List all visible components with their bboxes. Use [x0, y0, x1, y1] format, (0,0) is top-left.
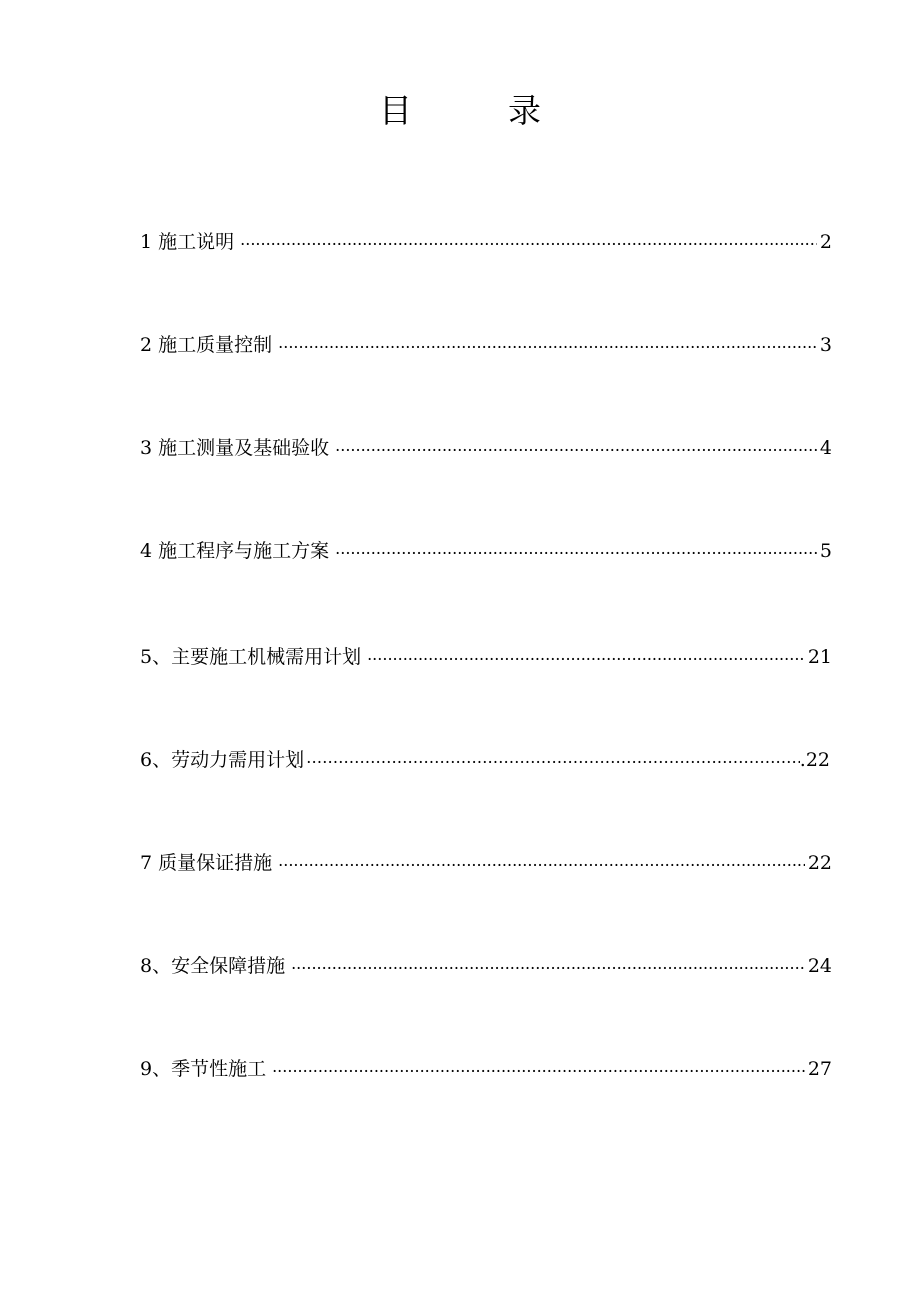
toc-entry-label: 8、安全保障措施: [140, 955, 286, 977]
toc-entry-1[interactable]: [140, 226, 832, 258]
toc-entry-label: 1 施工说明: [140, 231, 235, 253]
toc-entry-label: 4 施工程序与施工方案: [140, 540, 330, 562]
toc-entry-label: 7 质量保证措施: [140, 852, 273, 874]
toc-entry-label: 3 施工测量及基础验收: [140, 437, 330, 459]
toc-entry-page: 21: [807, 646, 832, 668]
toc-entry-9[interactable]: [140, 1053, 832, 1085]
toc-entry-3[interactable]: [140, 432, 832, 464]
toc-entry-page: .22: [799, 749, 830, 771]
toc-entry-page: 4: [819, 437, 832, 459]
toc-entry-4[interactable]: [140, 535, 832, 567]
dot-leader: [278, 847, 805, 875]
toc-entry-label: 5、主要施工机械需用计划: [140, 646, 362, 668]
dot-leader: [367, 641, 805, 669]
dot-leader: [278, 329, 817, 357]
toc-entry-page: 27: [807, 1058, 832, 1080]
dot-leader: [272, 1053, 805, 1081]
toc-entry-label: 6、劳动力需用计划: [140, 749, 305, 771]
dot-leader: [335, 535, 817, 563]
toc-entry-page: 5: [819, 540, 832, 562]
dot-leader: [335, 432, 817, 460]
dot-leader: [240, 226, 817, 254]
dot-leader: [306, 744, 800, 772]
toc-entry-5[interactable]: [140, 641, 832, 673]
toc-entry-page: 3: [819, 334, 832, 356]
title-char-1: 目: [379, 91, 412, 130]
toc-entry-8[interactable]: [140, 950, 832, 982]
dot-leader: [291, 950, 805, 978]
title-char-2: 录: [508, 91, 541, 130]
toc-entry-label: 2 施工质量控制: [140, 334, 273, 356]
toc-entry-label: 9、季节性施工: [140, 1058, 267, 1080]
toc-entry-6[interactable]: [140, 744, 830, 776]
toc-entry-2[interactable]: [140, 329, 832, 361]
toc-entry-page: 2: [819, 231, 832, 253]
toc-entry-page: 22: [807, 852, 832, 874]
page-title: [0, 88, 920, 134]
toc-entry-7[interactable]: [140, 847, 832, 879]
toc-entry-page: 24: [807, 955, 832, 977]
